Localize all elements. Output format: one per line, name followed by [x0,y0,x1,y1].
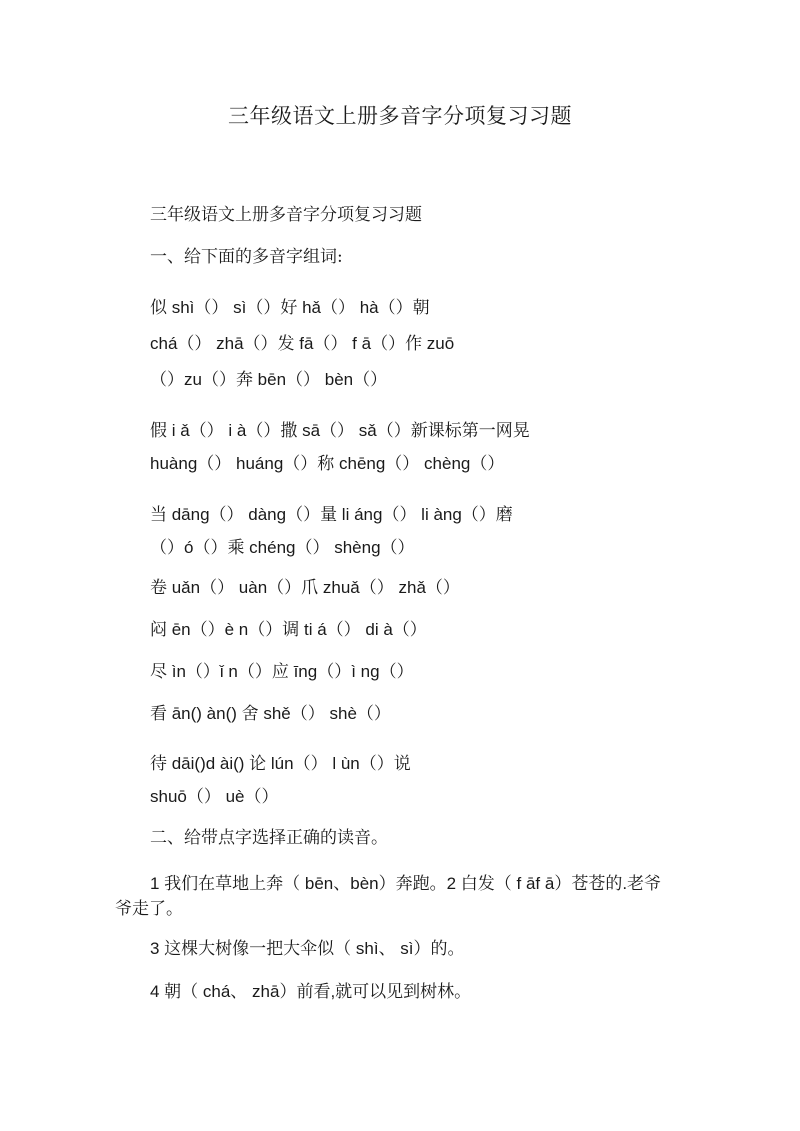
exercise-line: （）ó（）乘 chéng（） shèng（） [150,538,415,557]
exercise-line: 尽 ìn（）ǐ n（）应 īng（）ì ng（） [150,662,414,681]
exercise-line: 闷 ēn（）è n（）调 ti á（） di à（） [150,620,427,639]
exercise-line: 似 shì（） sì（）好 hǎ（） hà（）朝 [150,298,430,317]
exercise-line: shuō（） uè（） [150,787,279,806]
document-subtitle: 三年级语文上册多音字分项复习习题 [150,205,422,225]
exercise-line: huàng（） huáng（）称 chēng（） chèng（） [150,454,505,473]
exercise-line: 当 dāng（） dàng（）量 li áng（） li àng（）磨 [150,505,513,524]
section2-heading: 二、给带点字选择正确的读音。 [150,828,388,848]
exercise-line: 待 dāi()d ài() 论 lún（） l ùn（）说 [150,754,411,773]
question-line: 3 这棵大树像一把大伞似（ shì、 sì）的。 [150,939,465,958]
exercise-line: 假 i ǎ（） i à（）撒 sā（） sǎ（）新课标第一网晃 [150,421,530,440]
page-title: 三年级语文上册多音字分项复习习题 [228,104,572,128]
question-line-continued: 爷走了。 [115,899,183,919]
exercise-line: 看 ān() àn() 舍 shě（） shè（） [150,704,391,723]
question-line: 1 我们在草地上奔（ bēn、bèn）奔跑。2 白发（ f āf ā）苍苍的.老爷 [150,874,662,893]
exercise-line: chá（） zhā（）发 fā（） f ā（）作 zuō [150,334,455,353]
exercise-line: （）zu（）奔 bēn（） bèn（） [150,370,388,389]
exercise-line: 卷 uǎn（） uàn（）爪 zhuǎ（） zhǎ（） [150,578,460,597]
question-line: 4 朝（ chá、 zhā）前看,就可以见到树林。 [150,982,472,1001]
section1-heading: 一、给下面的多音字组词: [150,247,343,267]
